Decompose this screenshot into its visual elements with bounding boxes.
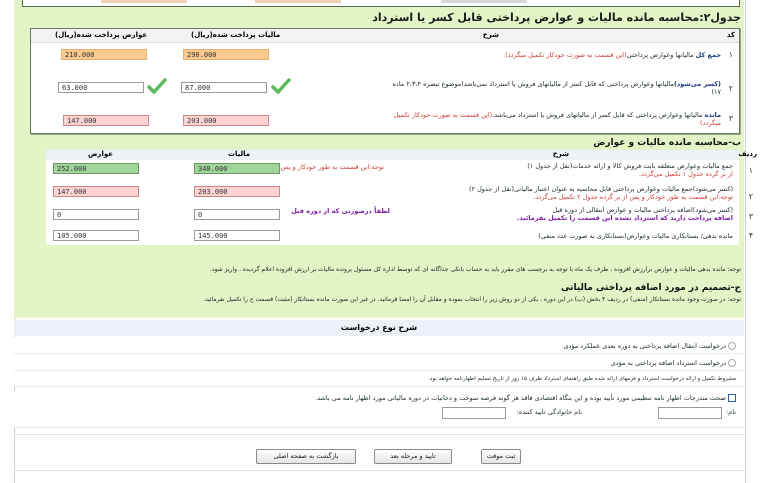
sectionB-title: ب-محاسبه مانده مالیات و عوارض: [593, 138, 741, 148]
duty-nondeductible-input[interactable]: 63.000: [58, 82, 144, 93]
tax-nondeductible-input[interactable]: 87.000: [181, 82, 267, 93]
row-note: توجه:این قسمت به طور خودکار و پس از بر گرده جدول ۲ تکمیل می‌گردد.: [533, 193, 733, 201]
surname-label: نام خانوادگی تایید کننده:: [516, 408, 582, 416]
duty-balance-field[interactable]: 147.000: [63, 115, 149, 126]
temp-save-button[interactable]: ثبت موقت: [481, 449, 521, 464]
prev-field: [101, 0, 187, 3]
row-side-note: توجه:این قسمت به طور خودکار و پس: [280, 163, 384, 171]
tax-balance-field[interactable]: 203.000: [183, 115, 269, 126]
header-tax-paid: مالیات پرداخت شده(ریال): [191, 31, 281, 39]
sectionJ-title: ج-تصمیم در مورد اضافه پرداختی مالیاتی: [560, 283, 741, 293]
confirm-checkbox[interactable]: [728, 394, 736, 402]
row-note: (این قسمت به صورت خودکار تکمیل میگردد): [393, 111, 721, 127]
row-label: مالیاتها وعوارض پرداختی که قابل کسر از مالیاتهای فروش یا استرداد نمی‌باشد(موضوع تبصره ۲،۳،۴ ماده ۱۷): [392, 80, 721, 96]
row-code: ۲: [748, 192, 753, 201]
row-description: [391, 111, 721, 127]
row-label-bold: جمع کل: [695, 51, 721, 59]
row-description: [443, 206, 733, 222]
header-duty-paid: عوارض پرداخت شده(ریال): [55, 31, 148, 39]
tax-field[interactable]: 348.000: [194, 163, 280, 174]
tableB: [46, 150, 757, 245]
duty-field[interactable]: 147.000: [53, 186, 139, 197]
row-label-bold: مانده: [704, 111, 721, 119]
table2-title: جدول۲:محاسبه مانده مالیات و عوارض پرداختی قابل کسر یا استرداد: [372, 11, 741, 24]
row-label: مالیاتها وعوارض پرداختی که قابل کسر از مالیاتهای فروش یا استرداد می‌باشد.: [492, 111, 705, 119]
confirm-text: صحت مندرجات اظهار نامه تنظیمی مورد تأیید بوده و این بنگاه اقتصادی فاقد هر گونه فرصه سوخت و دخانیات در دوره مالیاتی مورد اظهار نامه می باشد.: [315, 394, 726, 402]
confirm-row: [14, 391, 744, 428]
back-home-button[interactable]: بازگشت به صفحه اصلی: [256, 449, 356, 464]
confirm-next-button[interactable]: تایید و مرحله بعد: [374, 449, 452, 464]
row-code: ۱: [748, 166, 753, 175]
request-option-transfer[interactable]: [14, 337, 744, 354]
option-label: درخواست انتقال اضافه پرداختی به دوره بعدی عملکرد مؤدی: [563, 342, 726, 350]
row-code: ۴: [748, 231, 753, 240]
radio-transfer[interactable]: [728, 342, 736, 350]
row-description: [391, 51, 721, 59]
tax-carryover-input[interactable]: 0: [194, 209, 280, 220]
prev-field: [441, 0, 527, 3]
name-label: نام:: [725, 408, 736, 416]
row-note: اضافه پرداخت دارید که استرداد نشده این قسمت را تکمیل نفرمائید.: [516, 214, 733, 222]
condition-row: [14, 371, 744, 387]
row-description: [513, 162, 733, 178]
row-description: [403, 185, 733, 201]
tax-balance-input[interactable]: 145.000: [194, 230, 280, 241]
duty-field[interactable]: 252.000: [53, 163, 139, 174]
header-tax: مالیات: [228, 150, 251, 158]
row-label: (کسر می‌شود)اضافه پرداختی مالیات و عوارض انتقالی از دوره قبل: [552, 206, 733, 214]
request-section: [14, 320, 744, 416]
table2: [30, 28, 740, 134]
divider: [14, 470, 744, 471]
row-description: مانده بدهی/ بستانکاری مالیات وعوارض(بستانکاری به صورت عدد منفی): [538, 232, 733, 240]
row-code: ۳: [728, 114, 733, 123]
divider: [14, 434, 744, 435]
condition-text: مشروط تکمیل و ارائه درخواست استرداد و فرمهای ارائه شده طبق راهنمای استرداد ظرف ۱۵ روز از تاریخ تسلیم اظهارنامه خواهد بود.: [428, 376, 736, 382]
sectionJ-note: توجه: در صورت وجود مانده بستانکار (منفی) در ردیف ۴ بخش (ب) در این دوره ، یکی از دو روش زیر را انتخاب نموده و مقابل آن را امضا فرمائید. در غیر این صورت مانده بستانکار (مثبت) قسمت ج را تکمیل نفرمائید.: [203, 296, 741, 303]
row-label-bold: (کسر می‌شود): [673, 80, 721, 88]
option-label: درخواست استرداد اضافه پرداختی به مؤدی: [610, 359, 726, 367]
previous-table-edge: [22, 0, 740, 7]
row-code: ۱: [728, 50, 733, 59]
row-note: از بر گرده جدول ۱ تکمیل می‌گردد.: [639, 170, 733, 178]
row-label: (کسر می‌شود)جمع مالیات وعوارض پرداختی قابل محاسبه به عنوان اعتبار مالیاتی(نقل از جدول ۲): [468, 185, 733, 193]
row-note: (این قسمت به صورت خودکار تکمیل میگردد): [505, 51, 627, 59]
header-description: شرح: [482, 31, 499, 39]
name-input[interactable]: [658, 407, 722, 419]
header-description: شرح: [552, 150, 569, 158]
duty-balance-input[interactable]: 105.000: [53, 230, 139, 241]
payment-note: توجه: مانده بدهی مالیات و عوارض برارزش افزوده ، ظرف یک ماه با توجه به برچسب های مقرر باید به حساب بانکی جداگانه ای که توسط اداره کل مسئول پرونده مالیات بر ارزش افزوده اعلام گردیده ، واریز شود.: [210, 266, 741, 273]
surname-input[interactable]: [442, 407, 506, 419]
radio-refund[interactable]: [728, 359, 736, 367]
tax-field[interactable]: 203.000: [194, 186, 280, 197]
row-label: جمع مالیات وعوارض متعلقه بابت فروش کالا و ارائه خدمات(نقل از جدول ۱): [527, 162, 733, 170]
header-row: ردیف: [738, 150, 757, 158]
check-icon: [147, 78, 167, 94]
duty-total-field[interactable]: 210.000: [61, 49, 147, 60]
row-side-note: لطفاً درصورتی که از دوره قبل: [291, 207, 390, 215]
header-code: کد: [726, 31, 735, 39]
duty-carryover-input[interactable]: 0: [53, 209, 139, 220]
tableB-header: [46, 150, 757, 160]
prev-field: [255, 0, 341, 3]
row-label: مالیاتها وعوارض پرداختی: [626, 51, 696, 59]
row-description: [391, 80, 721, 96]
row-code: ۲: [728, 84, 733, 93]
request-option-refund[interactable]: [14, 354, 744, 371]
request-title: شرح نوع درخواست: [14, 320, 744, 336]
tax-total-field[interactable]: 290.000: [183, 49, 269, 60]
check-icon: [271, 78, 291, 94]
header-duty: عوارض: [88, 150, 114, 158]
row-code: ۳: [748, 212, 753, 221]
table2-header: [31, 29, 739, 43]
